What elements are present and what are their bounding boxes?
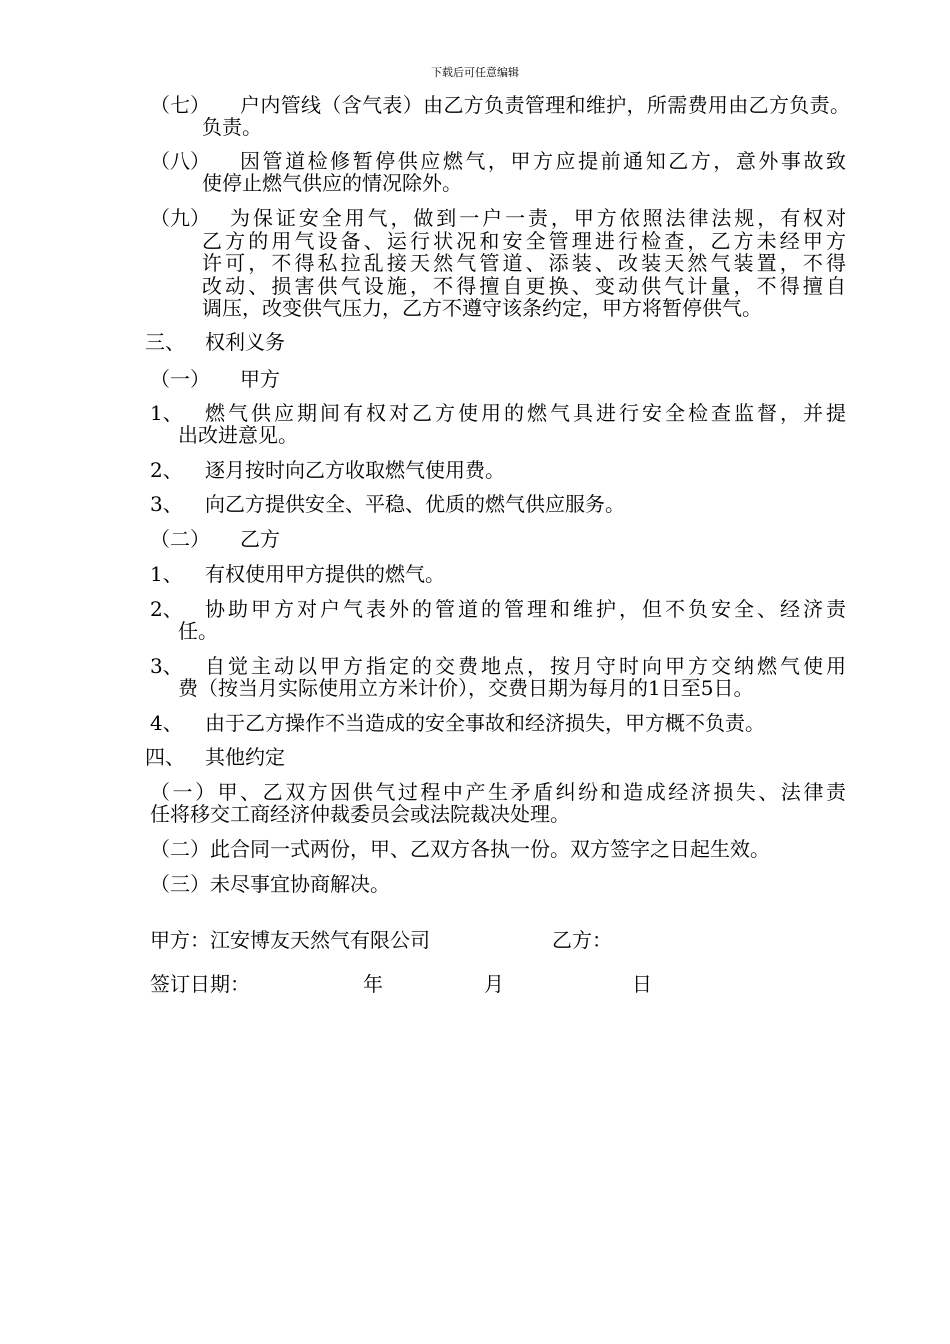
a-item-2-number: 2、 xyxy=(150,458,183,482)
party-a-title: 甲方 xyxy=(240,367,280,391)
party-b-title: 乙方 xyxy=(240,527,280,551)
b-item-2-number: 2、 xyxy=(150,597,183,621)
section-4-title: 其他约定 xyxy=(205,745,285,769)
a-item-3-number: 3、 xyxy=(150,492,183,516)
clause-8-line2: 使停止燃气供应的情况除外。 xyxy=(202,171,462,195)
sign-party-b: 乙方： xyxy=(552,928,612,952)
clause-7 xyxy=(150,94,850,116)
section-3-number: 三、 xyxy=(145,330,185,354)
clause-text: 户内管线（含气表）由乙方负责管理和维护，所需费用由乙方负责。 xyxy=(240,94,850,116)
b-item-1-text: 有权使用甲方提供的燃气。 xyxy=(205,562,445,586)
clause-number: （九） xyxy=(150,206,210,230)
section-4-number: 四、 xyxy=(145,745,185,769)
b-item-4-text: 由于乙方操作不当造成的安全事故和经济损失，甲方概不负责。 xyxy=(205,711,765,735)
other-3: （三）未尽事宜协商解决。 xyxy=(150,872,390,896)
party-a-number: （一） xyxy=(150,367,210,391)
clause-8-line1: 因管道检修暂停供应燃气，甲方应提前通知乙方，意外事故致 xyxy=(240,149,846,173)
b-item-4-number: 4、 xyxy=(150,711,183,735)
b-item-1-number: 1、 xyxy=(150,562,183,586)
sign-date-label: 签订日期： xyxy=(150,972,250,996)
a-item-3-text: 向乙方提供安全、平稳、优质的燃气供应服务。 xyxy=(205,492,625,516)
section-3-title: 权利义务 xyxy=(205,330,285,354)
other-2: （二）此合同一式两份，甲、乙双方各执一份。双方签字之日起生效。 xyxy=(150,837,770,861)
party-b-number: （二） xyxy=(150,527,210,551)
sign-party-a: 甲方：江安博友天然气有限公司 xyxy=(150,928,430,952)
a-item-1-number: 1、 xyxy=(150,401,183,425)
a-item-2-text: 逐月按时向乙方收取燃气使用费。 xyxy=(205,458,505,482)
clause-number: （八） xyxy=(150,149,210,173)
clause-7-cont: 负责。 xyxy=(202,115,262,139)
page-header: 下载后可任意编辑 xyxy=(431,66,519,79)
clause-number: （七） xyxy=(150,93,210,117)
b-item-3-number: 3、 xyxy=(150,654,183,678)
sign-day: 日 xyxy=(632,972,652,996)
sign-year: 年 xyxy=(363,972,383,996)
sign-month: 月 xyxy=(484,972,504,996)
